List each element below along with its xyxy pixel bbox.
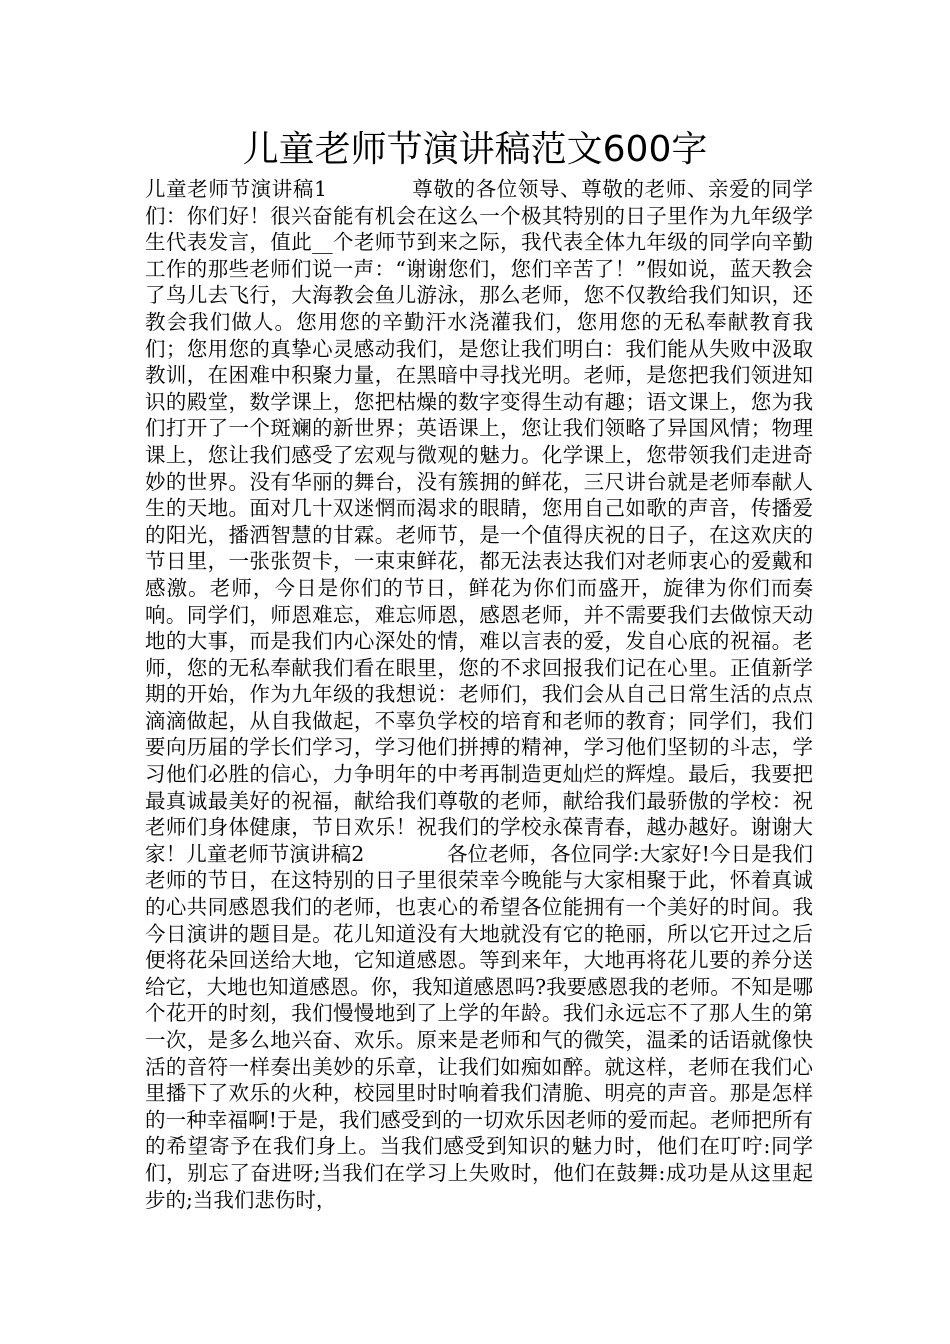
document-body: 儿童老师节演讲稿1 尊敬的各位领导、尊敬的老师、亲爱的同学们：你们好！很兴奋能有机会在这么一个极其特别的日子里作为九年级学生代表发言，值此__个老师节到来之际，我代表全体九年级的同学向辛勤工作的那些老师们说一声：“谢谢您们，您们辛苦了！”假如说，蓝天教会了鸟儿去飞行，大海教会鱼儿游泳，那么老师，您不仅教给我们知识，还教会我们做人。您用您的辛勤汗水浇灌我们，您用您的无私奉献教育我们；您用您的真挚心灵感动我们，是您让我们明白：我们能从失败中汲取教训，在困难中积聚力量，在黑暗中寻找光明。老师，是您把我们领进知识的殿堂，数学课上，您把枯燥的数字变得生动有趣；语文课上，您为我们打开了一个斑斓的新世界；英语课上，您让我们领略了异国风情；物理课上，您让我们感受了宏观与微观的魅力。化学课上，您带领我们走进奇妙的世界。没有华丽的舞台，没有簇拥的鲜花，三尺讲台就是老师奉献人生的天地。面对几十双迷惘而渴求的眼睛，您用自己如歌的声音，传播爱的阳光，播洒智慧的甘霖。老师节，是一个值得庆祝的日子，在这欢庆的节日里，一张张贺卡，一束束鲜花，都无法表达我们对老师衷心的爱戴和感激。老师，今日是你们的节日，鲜花为你们而盛开，旋律为你们而奏响。同学们，师恩难忘，难忘师恩，感恩老师，并不需要我们去做惊天动地的大事，而是我们内心深处的情，难以言表的爱，发自心底的祝福。老师，您的无私奉献我们看在眼里，您的不求回报我们记在心里。正值新学期的开始，作为九年级的我想说：老师们，我们会从自己日常生活的点点滴滴做起，从自我做起，不辜负学校的培育和老师的教育；同学们，我们要向历届的学长们学习，学习他们拼搏的精神，学习他们坚韧的斗志，学习他们必胜的信心，力争明年的中考再制造更灿烂的辉煌。最后，我要把最真诚最美好的祝福，献给我们尊敬的老师，献给我们最骄傲的学校：祝老师们身体健康，节日欢乐！祝我们的学校永葆青春，越办越好。谢谢大家！儿童老师节演讲稿2 各位老师，各位同学:大家好!今日是我们老师的节日，在这特别的日子里很荣幸今晚能与大家相聚于此，怀着真诚的心共同感恩我们的老师，也衷心的希望各位能拥有一个美好的时间。我今日演讲的题目是。花儿知道没有大地就没有它的艳丽，所以它开过之后便将花朵回送给大地，它知道感恩。等到来年，大地再将花儿要的养分送给它，大地也知道感恩。你，我知道感恩吗?我要感恩我的老师。不知是哪个花开的时刻，我们慢慢地到了上学的年龄。我们永远忘不了那人生的第一次，是多么地兴奋、欢乐。原来是老师和气的微笑，温柔的话语就像快活的音符一样奏出美妙的乐章，让我们如痴如醉。就这样，老师在我们心里播下了欢乐的火种，校园里时时响着我们清脆、明亮的声音。那是怎样的一种幸福啊!于是，我们感受到的一切欢乐因老师的爱而起。老师把所有的希望寄予在我们身上。当我们感受到知识的魅力时，他们在叮咛:同学们，别忘了奋进呀;当我们在学习上失败时，他们在鼓舞:成功是从这里起步的;当我们悲伤时， [145, 177, 813, 1212]
document-title: 儿童老师节演讲稿范文600字 [242, 129, 708, 170]
